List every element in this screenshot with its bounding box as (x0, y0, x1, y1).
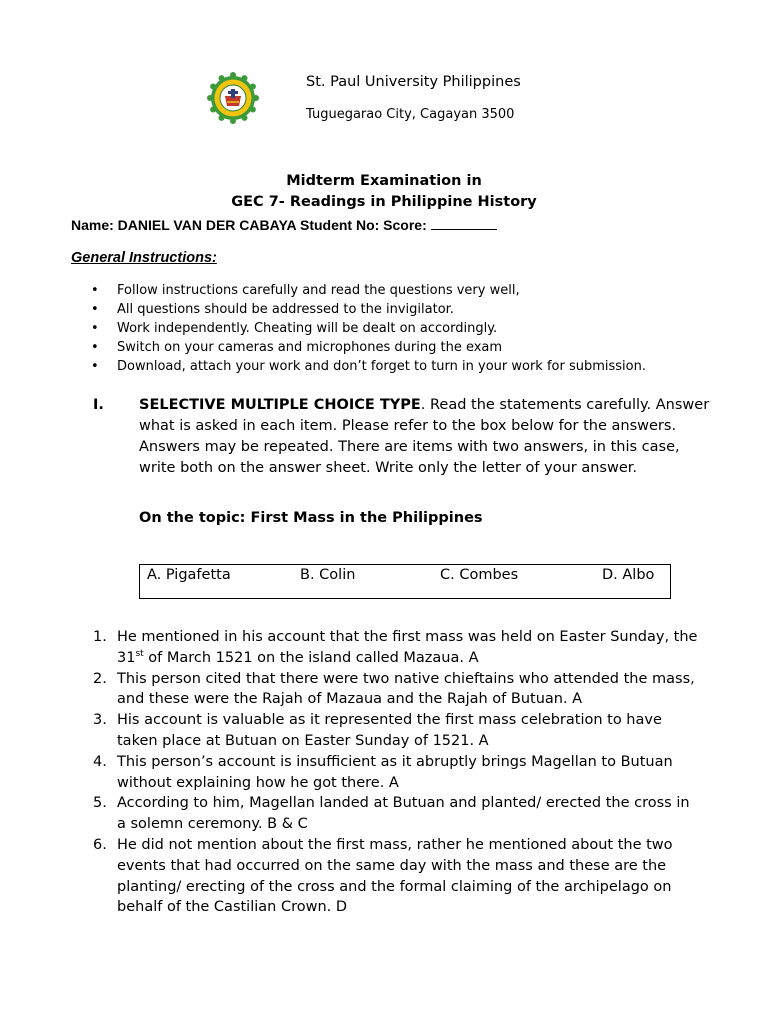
choice-a: A. Pigafetta (147, 567, 231, 583)
university-seal-icon (207, 72, 259, 124)
question-item: 4. This person’s account is insufficient as it abruptly brings Magellan to Butuan without explaining how he got there. A (93, 753, 673, 791)
bullet-icon: • (91, 301, 99, 317)
choice-b: B. Colin (300, 567, 356, 583)
question-number: 3. (93, 712, 107, 729)
question-number: 2. (93, 670, 107, 687)
university-address: Tuguegarao City, Cagayan 3500 (306, 107, 515, 122)
section-body: . Read the statements carefully. Answer what is asked in each item. Please refer to the box below for the answers. Answers may be repeated. There are items with two answers, in this case, write both on the answer sheet. Write only the letter of your answer. (139, 397, 710, 476)
question-item: 5. According to him, Magellan landed at Butuan and planted/ erected the cross in a solemn ceremony. B & C (93, 795, 690, 833)
bullet-icon: • (91, 339, 99, 355)
topic-heading: On the topic: First Mass in the Philippines (139, 510, 483, 526)
list-item: • Work independently. Cheating will be dealt on accordingly. (91, 320, 646, 339)
bullet-icon: • (91, 358, 99, 374)
student-info-line (71, 217, 497, 233)
course-title: GEC 7- Readings in Philippine History (231, 194, 537, 210)
exam-title: Midterm Examination in (286, 173, 482, 189)
question-number: 6. (93, 836, 107, 853)
choice-d: D. Albo (602, 567, 655, 583)
question-number: 4. (93, 753, 107, 770)
question-item: 2. This person cited that there were two native chieftains who attended the mass, and these were the Rajah of Mazaua and the Rajah of Butuan. A (93, 670, 695, 708)
section-number: I. (93, 397, 104, 413)
bullet-icon: • (91, 320, 99, 336)
answer-choices-box (139, 564, 671, 599)
bullet-icon: • (91, 283, 99, 298)
question-number: 5. (93, 795, 107, 812)
instructions-heading: General Instructions: (71, 250, 217, 266)
section-instructions (139, 395, 711, 479)
question-list (93, 627, 703, 918)
section-title: SELECTIVE MULTIPLE CHOICE TYPE (139, 397, 421, 413)
list-item: • All questions should be addressed to the invigilator. (91, 301, 646, 320)
question-item: 3. His account is valuable as it represented the first mass celebration to have taken place at Butuan on Easter Sunday of 1521. A (93, 712, 662, 749)
list-item: • Follow instructions carefully and read the questions very well, (91, 282, 646, 301)
choice-c: C. Combes (440, 567, 519, 583)
score-blank (431, 218, 497, 230)
list-item: • Download, attach your work and don’t forget to turn in your work for submission. (91, 358, 646, 377)
list-item: • Switch on your cameras and microphones during the exam (91, 339, 646, 358)
university-name: St. Paul University Philippines (306, 74, 521, 90)
question-item: 6. He did not mention about the first mass, rather he mentioned about the two events that had occurred on the same day with the mass and these are the planting/ erecting of the cross and the formal claiming of the archipelago on behalf of the Castilian Crown. D (93, 836, 673, 916)
question-item: 1. He mentioned in his account that the first mass was held on Easter Sunday, the 31st of March 1521 on the island called Mazaua. A (93, 629, 698, 666)
question-number: 1. (93, 629, 107, 645)
instructions-list (91, 282, 646, 376)
student-info-text: Name: DANIEL VAN DER CABAYA Student No: Score: (71, 217, 431, 233)
